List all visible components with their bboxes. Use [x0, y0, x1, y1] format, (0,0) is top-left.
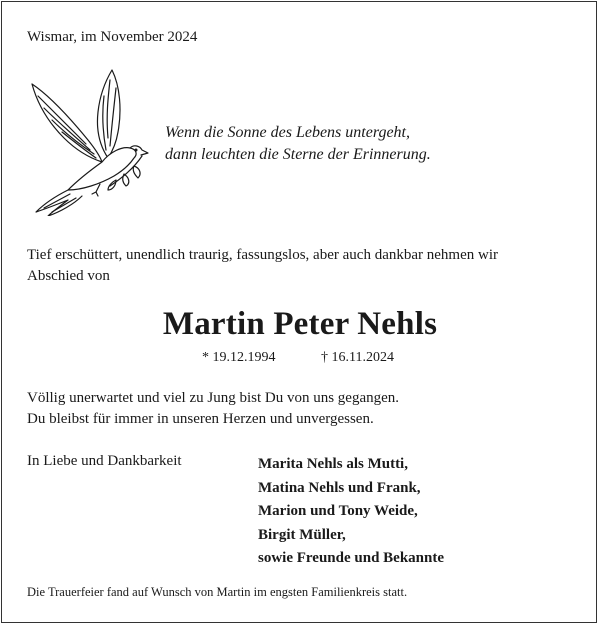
deceased-name: Martin Peter Nehls [162, 306, 438, 342]
mourner: sowie Freunde und Bekannte [258, 550, 445, 566]
funeral-note: Die Trauerfeier fand auf Wunsch von Martin im engsten Familienkreis statt. [27, 585, 408, 599]
memorial-quote [165, 122, 431, 166]
mourner: Marita Nehls als Mutti, [258, 456, 408, 472]
message-line: Völlig unerwartet und viel zu Jung bist Du von uns gegangen. [27, 390, 400, 406]
mourner: Matina Nehls und Frank, [258, 479, 421, 496]
quote-line: dann leuchten die Sterne der Erinnerung. [165, 146, 431, 163]
quote-line: Wenn die Sonne des Lebens untergeht, [165, 124, 410, 141]
intro-line: Abschied von [27, 268, 110, 284]
place-date: Wismar, im November 2024 [27, 29, 198, 45]
mourner: Marion und Tony Weide, [258, 503, 418, 519]
farewell-message [27, 388, 399, 430]
message-line: Du bleibst für immer in unseren Herzen und unvergessen. [27, 411, 374, 427]
closing-label: In Liebe und Dankbarkeit [27, 453, 182, 469]
obituary-frame [1, 1, 597, 623]
dove-icon [30, 66, 152, 216]
intro-text [27, 245, 498, 287]
mourners-list [258, 453, 444, 571]
mourner: Birgit Müller, [258, 526, 346, 543]
birth-date: * 19.12.1994 [202, 350, 276, 365]
death-date: † 16.11.2024 [321, 350, 394, 365]
intro-line: Tief erschüttert, unendlich traurig, fassungslos, aber auch dankbar nehmen wir [27, 247, 498, 263]
